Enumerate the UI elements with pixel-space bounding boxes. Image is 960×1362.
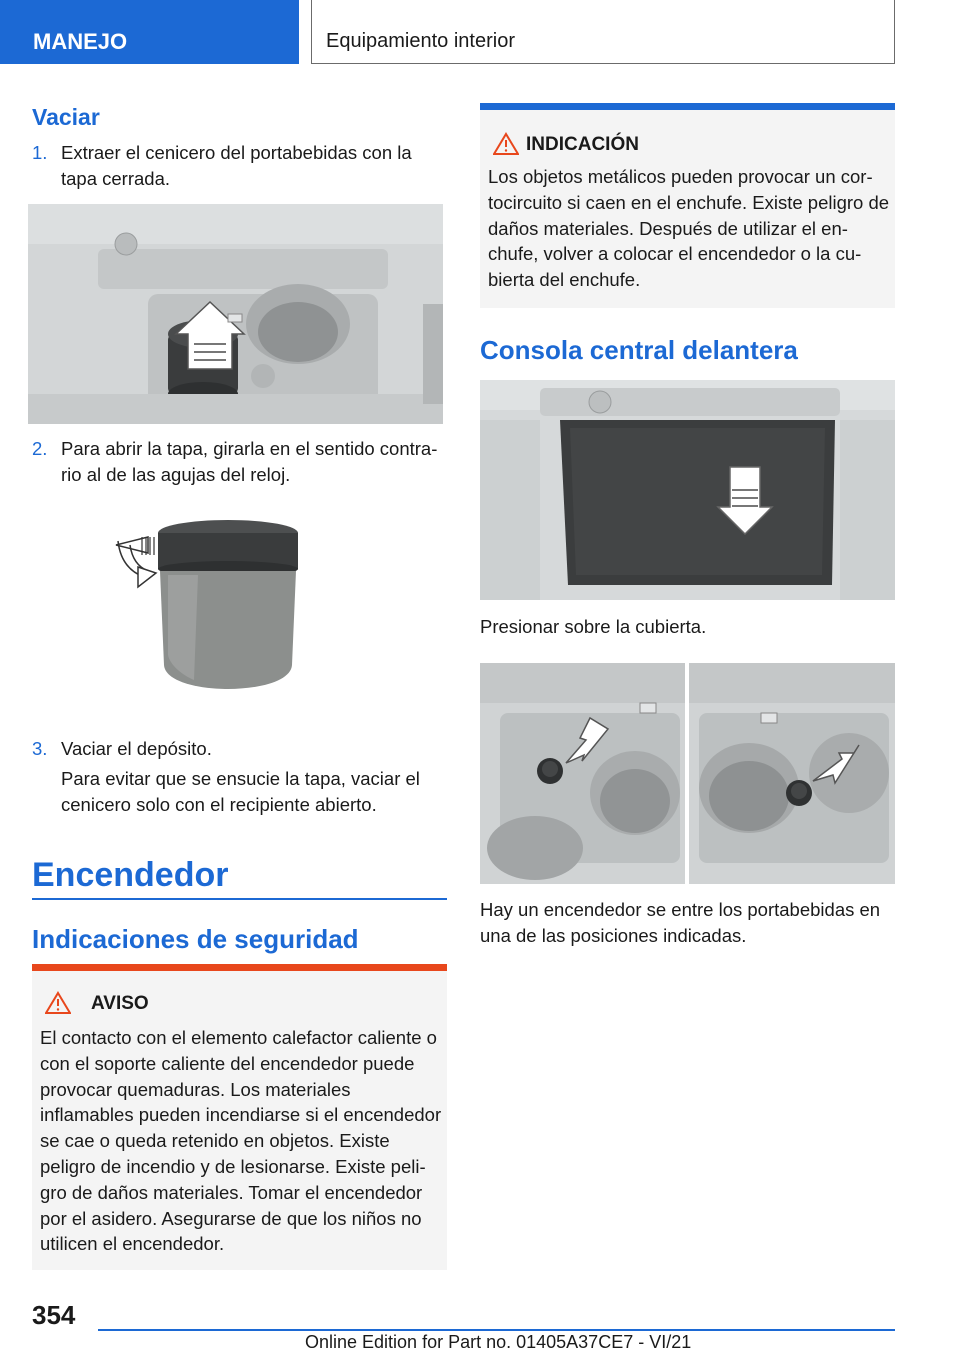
step-text: Extraer el cenicero del portabebidas con la tapa cerrada. [61, 142, 412, 189]
console-cover-illustration [480, 380, 895, 600]
notice-box [480, 103, 895, 308]
ashtray-removal-illustration [28, 204, 443, 424]
chapter-title: Equipamiento interior [311, 0, 895, 64]
chapter-tab: MANEJO [0, 0, 299, 64]
step-number: 3. [32, 738, 48, 759]
footer-rule [98, 1329, 895, 1331]
heading-vaciar: Vaciar [32, 104, 100, 130]
rotate-arrow-icon [116, 537, 156, 587]
ashtray-container-illustration [108, 515, 308, 705]
step-text: Vaciar el depósito. [61, 738, 212, 759]
console-cover-photo [480, 380, 895, 600]
heading-seguridad: Indicaciones de seguridad [32, 924, 359, 954]
caption-encendedor: Hay un encendedor se entre los portabebidas en una de las posiciones indicadas. [480, 899, 881, 946]
warning-text: El contacto con el elemento calefactor caliente o con el soporte caliente del encendedor puede provocar quemaduras. Los materiales inflamables pueden incendiarse si el encendedor se cae o queda retenido en objetos. Existe peligro de incendio y de lesionarse. Existe peligro de daños materiales. Tomar el encendedor por el asidero. Asegurarse de que los niños no utilicen el encendedor. [40, 1027, 442, 1255]
notice-triangle-icon [493, 132, 519, 161]
warning-box [32, 964, 447, 1270]
step-2 [32, 436, 447, 488]
step-1 [32, 140, 427, 192]
warning-title: AVISO [91, 993, 149, 1014]
step-3-detail: Para evitar que se ensucie la tapa, vaciar el cenicero solo con el recipiente abierto. [61, 768, 420, 815]
lighter-positions-photo-left [480, 663, 685, 884]
heading-encendedor: Encendedor [32, 856, 229, 894]
step-number: 2. [32, 438, 48, 459]
notice-text: Los objetos metálicos pueden provocar un cortocircuito si caen en el enchufe. Existe peligro de daños materiales. Después de utilizar el enchufe, volver a colocar el encendedor o la cubierta del enchufe. [488, 166, 890, 291]
heading-consola: Consola central delantera [480, 335, 798, 365]
lighter-positions-photo-right [689, 663, 895, 884]
page-number: 354 [32, 1300, 76, 1330]
ashtray-removal-photo [28, 204, 443, 424]
warning-triangle-icon [45, 991, 71, 1020]
notice-title: INDICACIÓN [526, 134, 639, 155]
step-number: 1. [32, 142, 48, 163]
step-3 [32, 736, 447, 762]
lighter-position-b-illustration [689, 663, 895, 884]
notice-bar [480, 103, 895, 110]
step-text: Para abrir la tapa, girarla en el sentido contrario al de las agujas del reloj. [61, 438, 438, 485]
caption-cubierta: Presionar sobre la cubierta. [480, 616, 707, 637]
warning-bar [32, 964, 447, 971]
footer-edition: Online Edition for Part no. 01405A37CE7 - VI/21 [305, 1332, 692, 1352]
lighter-position-a-illustration [480, 663, 685, 884]
heading-rule [32, 898, 447, 900]
